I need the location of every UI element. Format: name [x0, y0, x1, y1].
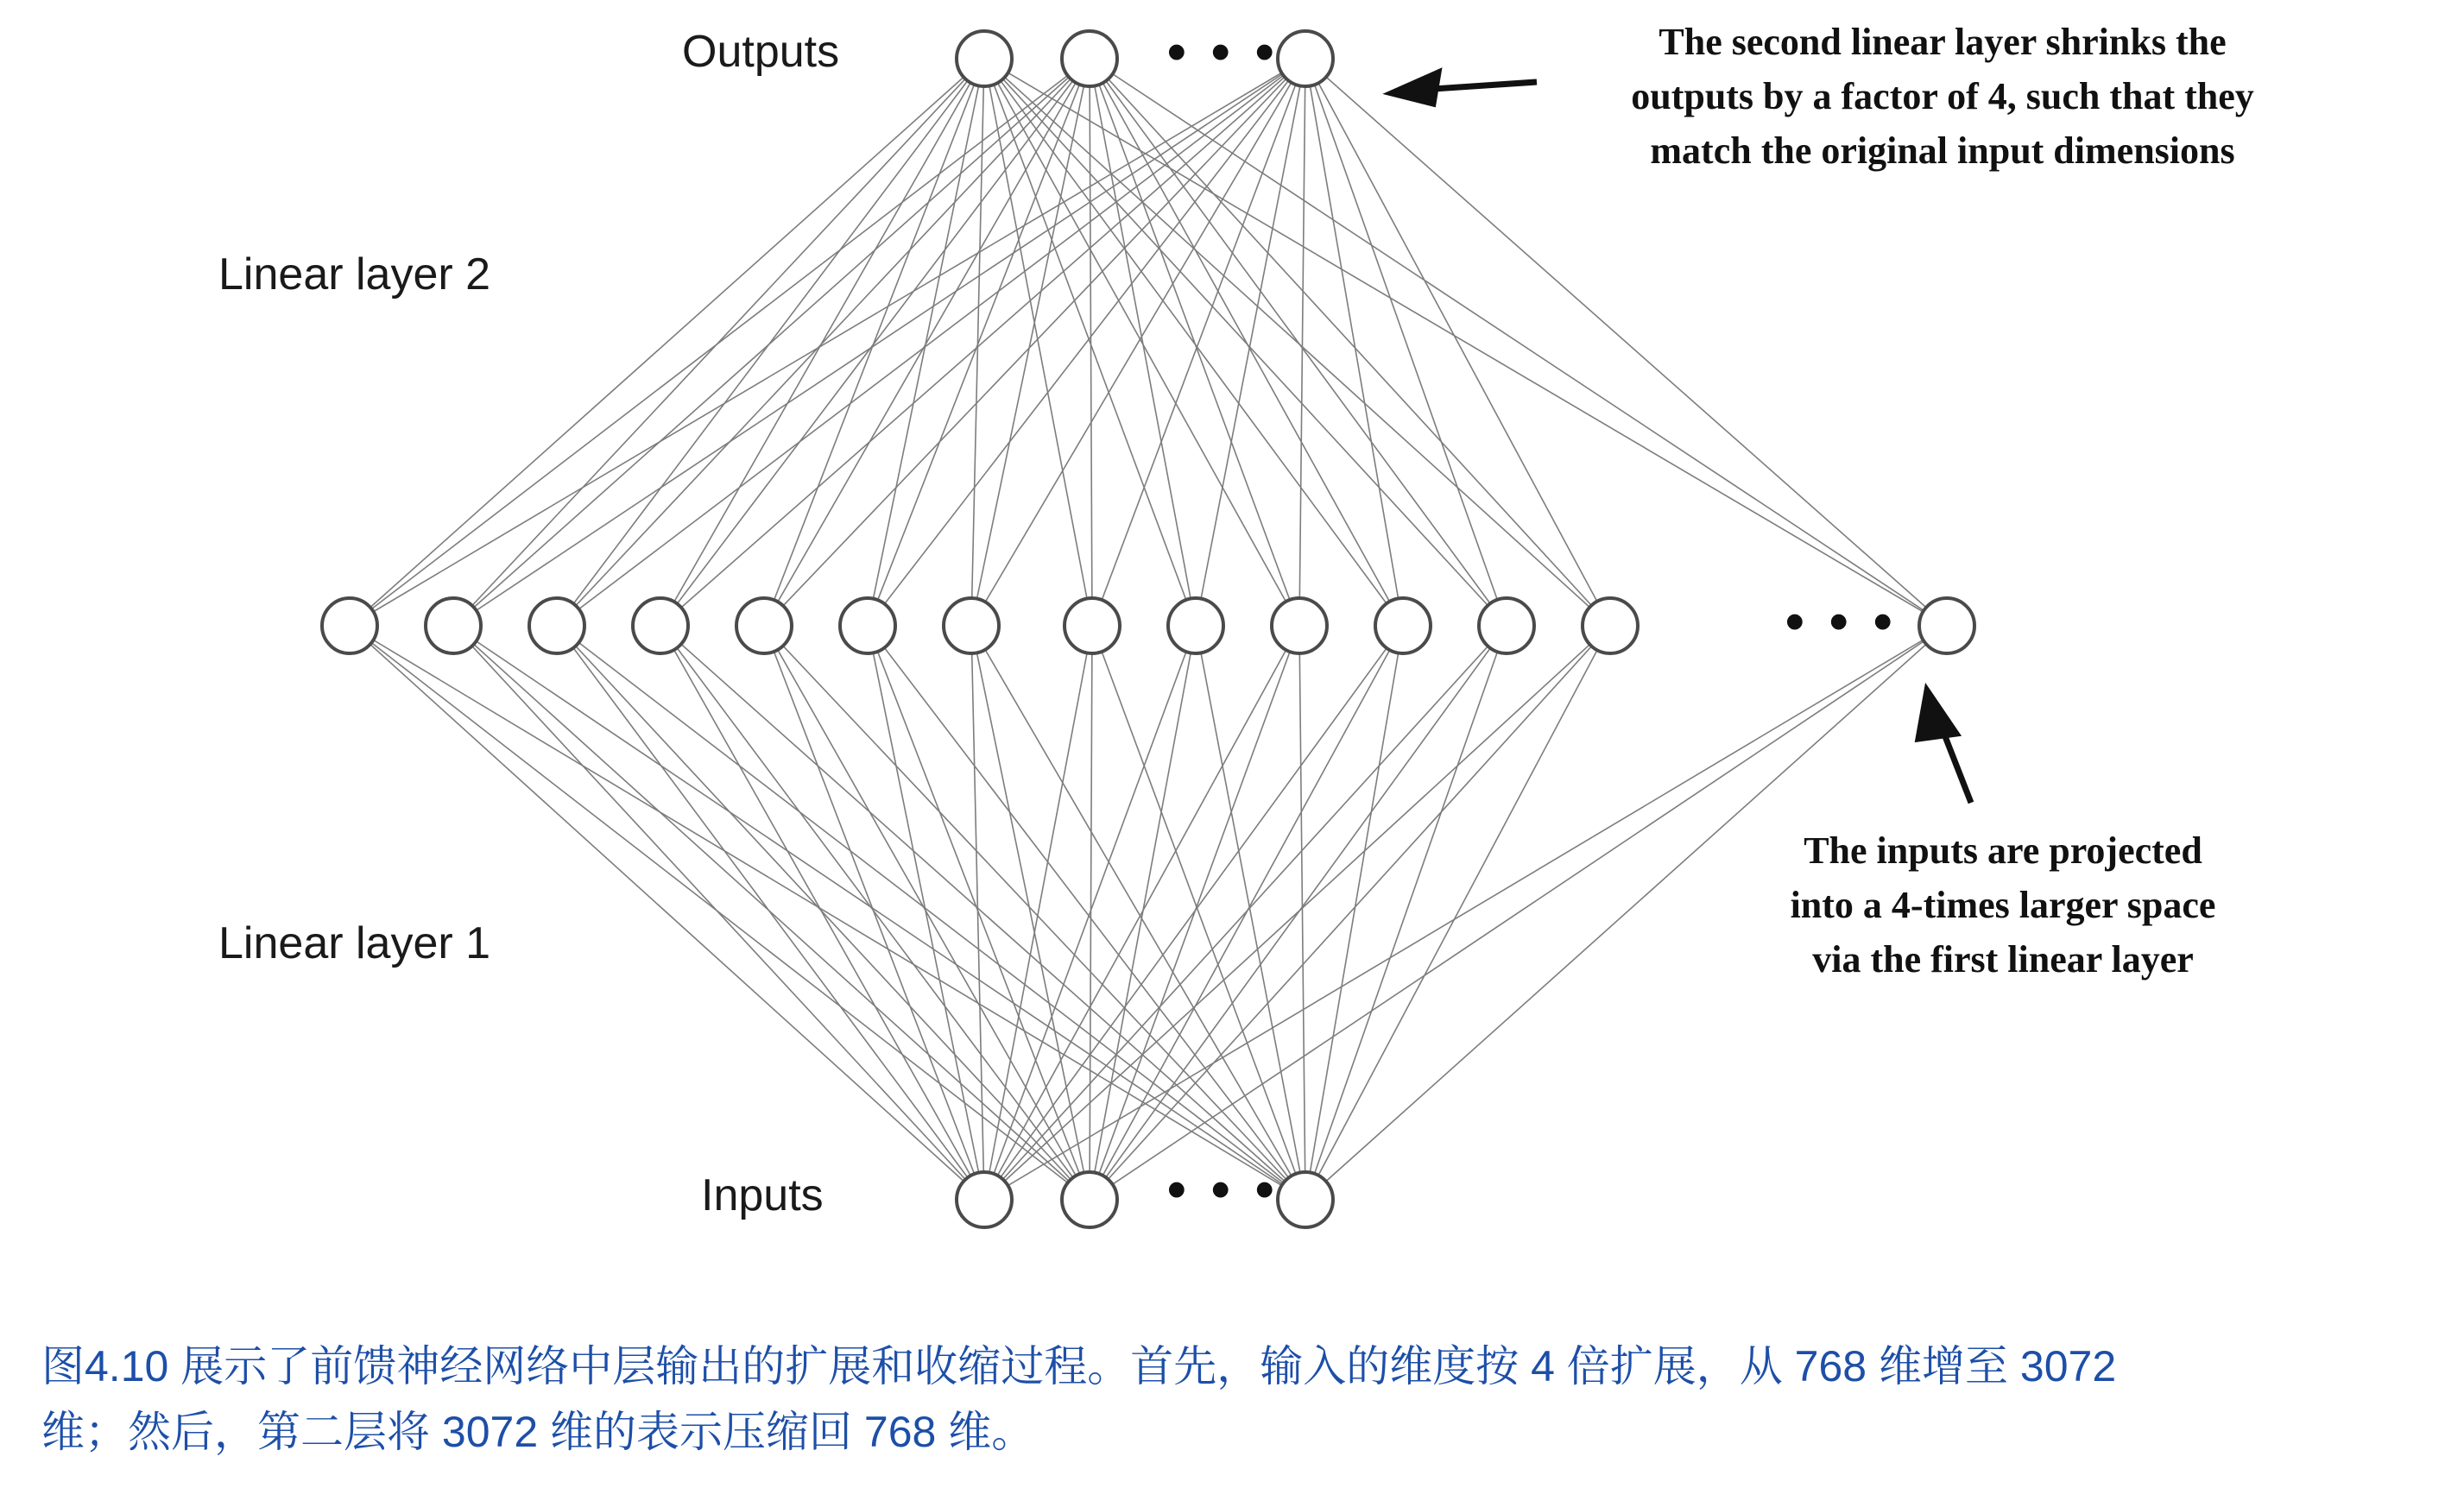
- hidden-node: [1479, 598, 1534, 653]
- output-ellipsis: • • •: [1167, 22, 1279, 82]
- hidden-node: [1375, 598, 1431, 653]
- top-annotation-line-1: The second linear layer shrinks the: [1658, 21, 2227, 63]
- inputs-label: Inputs: [701, 1170, 824, 1220]
- input-node: [1062, 1172, 1117, 1227]
- top-annotation: [1554, 16, 2331, 179]
- outputs-label: Outputs: [682, 27, 840, 77]
- hidden-node: [944, 598, 999, 653]
- bottom-annotation-line-2: into a 4-times larger space: [1790, 883, 2216, 926]
- hidden-node: [1065, 598, 1120, 653]
- output-node: [1278, 31, 1333, 86]
- hidden-node: [840, 598, 895, 653]
- input-ellipsis: • • •: [1167, 1160, 1279, 1220]
- bottom-annotation-arrow-head: [1918, 690, 1956, 739]
- figure-caption: [41, 1334, 2450, 1465]
- input-node: [1278, 1172, 1333, 1227]
- output-node: [1062, 31, 1117, 86]
- hidden-node: [1583, 598, 1638, 653]
- hidden-node: [529, 598, 584, 653]
- bottom-annotation-line-1: The inputs are projected: [1804, 829, 2202, 872]
- hidden-node: [426, 598, 481, 653]
- top-annotation-arrow-head: [1392, 73, 1438, 104]
- top-annotation-line-3: match the original input dimensions: [1650, 129, 2235, 172]
- linear-layer-1-label: Linear layer 1: [218, 918, 491, 968]
- edge-group: [350, 59, 1947, 1200]
- bottom-annotation-line-3: via the first linear layer: [1812, 937, 2194, 980]
- caption-line-2: 维；然后，第二层将 3072 维的表示压缩回 768 维。: [41, 1408, 1035, 1456]
- arrow-group: [1392, 73, 1971, 803]
- caption-line-1: 图4.10 展示了前馈神经网络中层输出的扩展和收缩过程。首先，输入的维度按 4 倍扩展，从 768 维增至 3072: [41, 1342, 2117, 1390]
- node-group: [322, 31, 1974, 1227]
- bottom-annotation: [1727, 824, 2279, 987]
- input-node: [957, 1172, 1012, 1227]
- linear-layer-2-label: Linear layer 2: [218, 249, 491, 300]
- top-annotation-line-2: outputs by a factor of 4, such that they: [1631, 74, 2254, 117]
- hidden-node: [322, 598, 377, 653]
- output-node: [957, 31, 1012, 86]
- hidden-node: [1272, 598, 1327, 653]
- hidden-node: [1919, 598, 1974, 653]
- hidden-ellipsis: • • •: [1785, 592, 1898, 652]
- hidden-node: [633, 598, 688, 653]
- hidden-node: [736, 598, 792, 653]
- hidden-node: [1168, 598, 1223, 653]
